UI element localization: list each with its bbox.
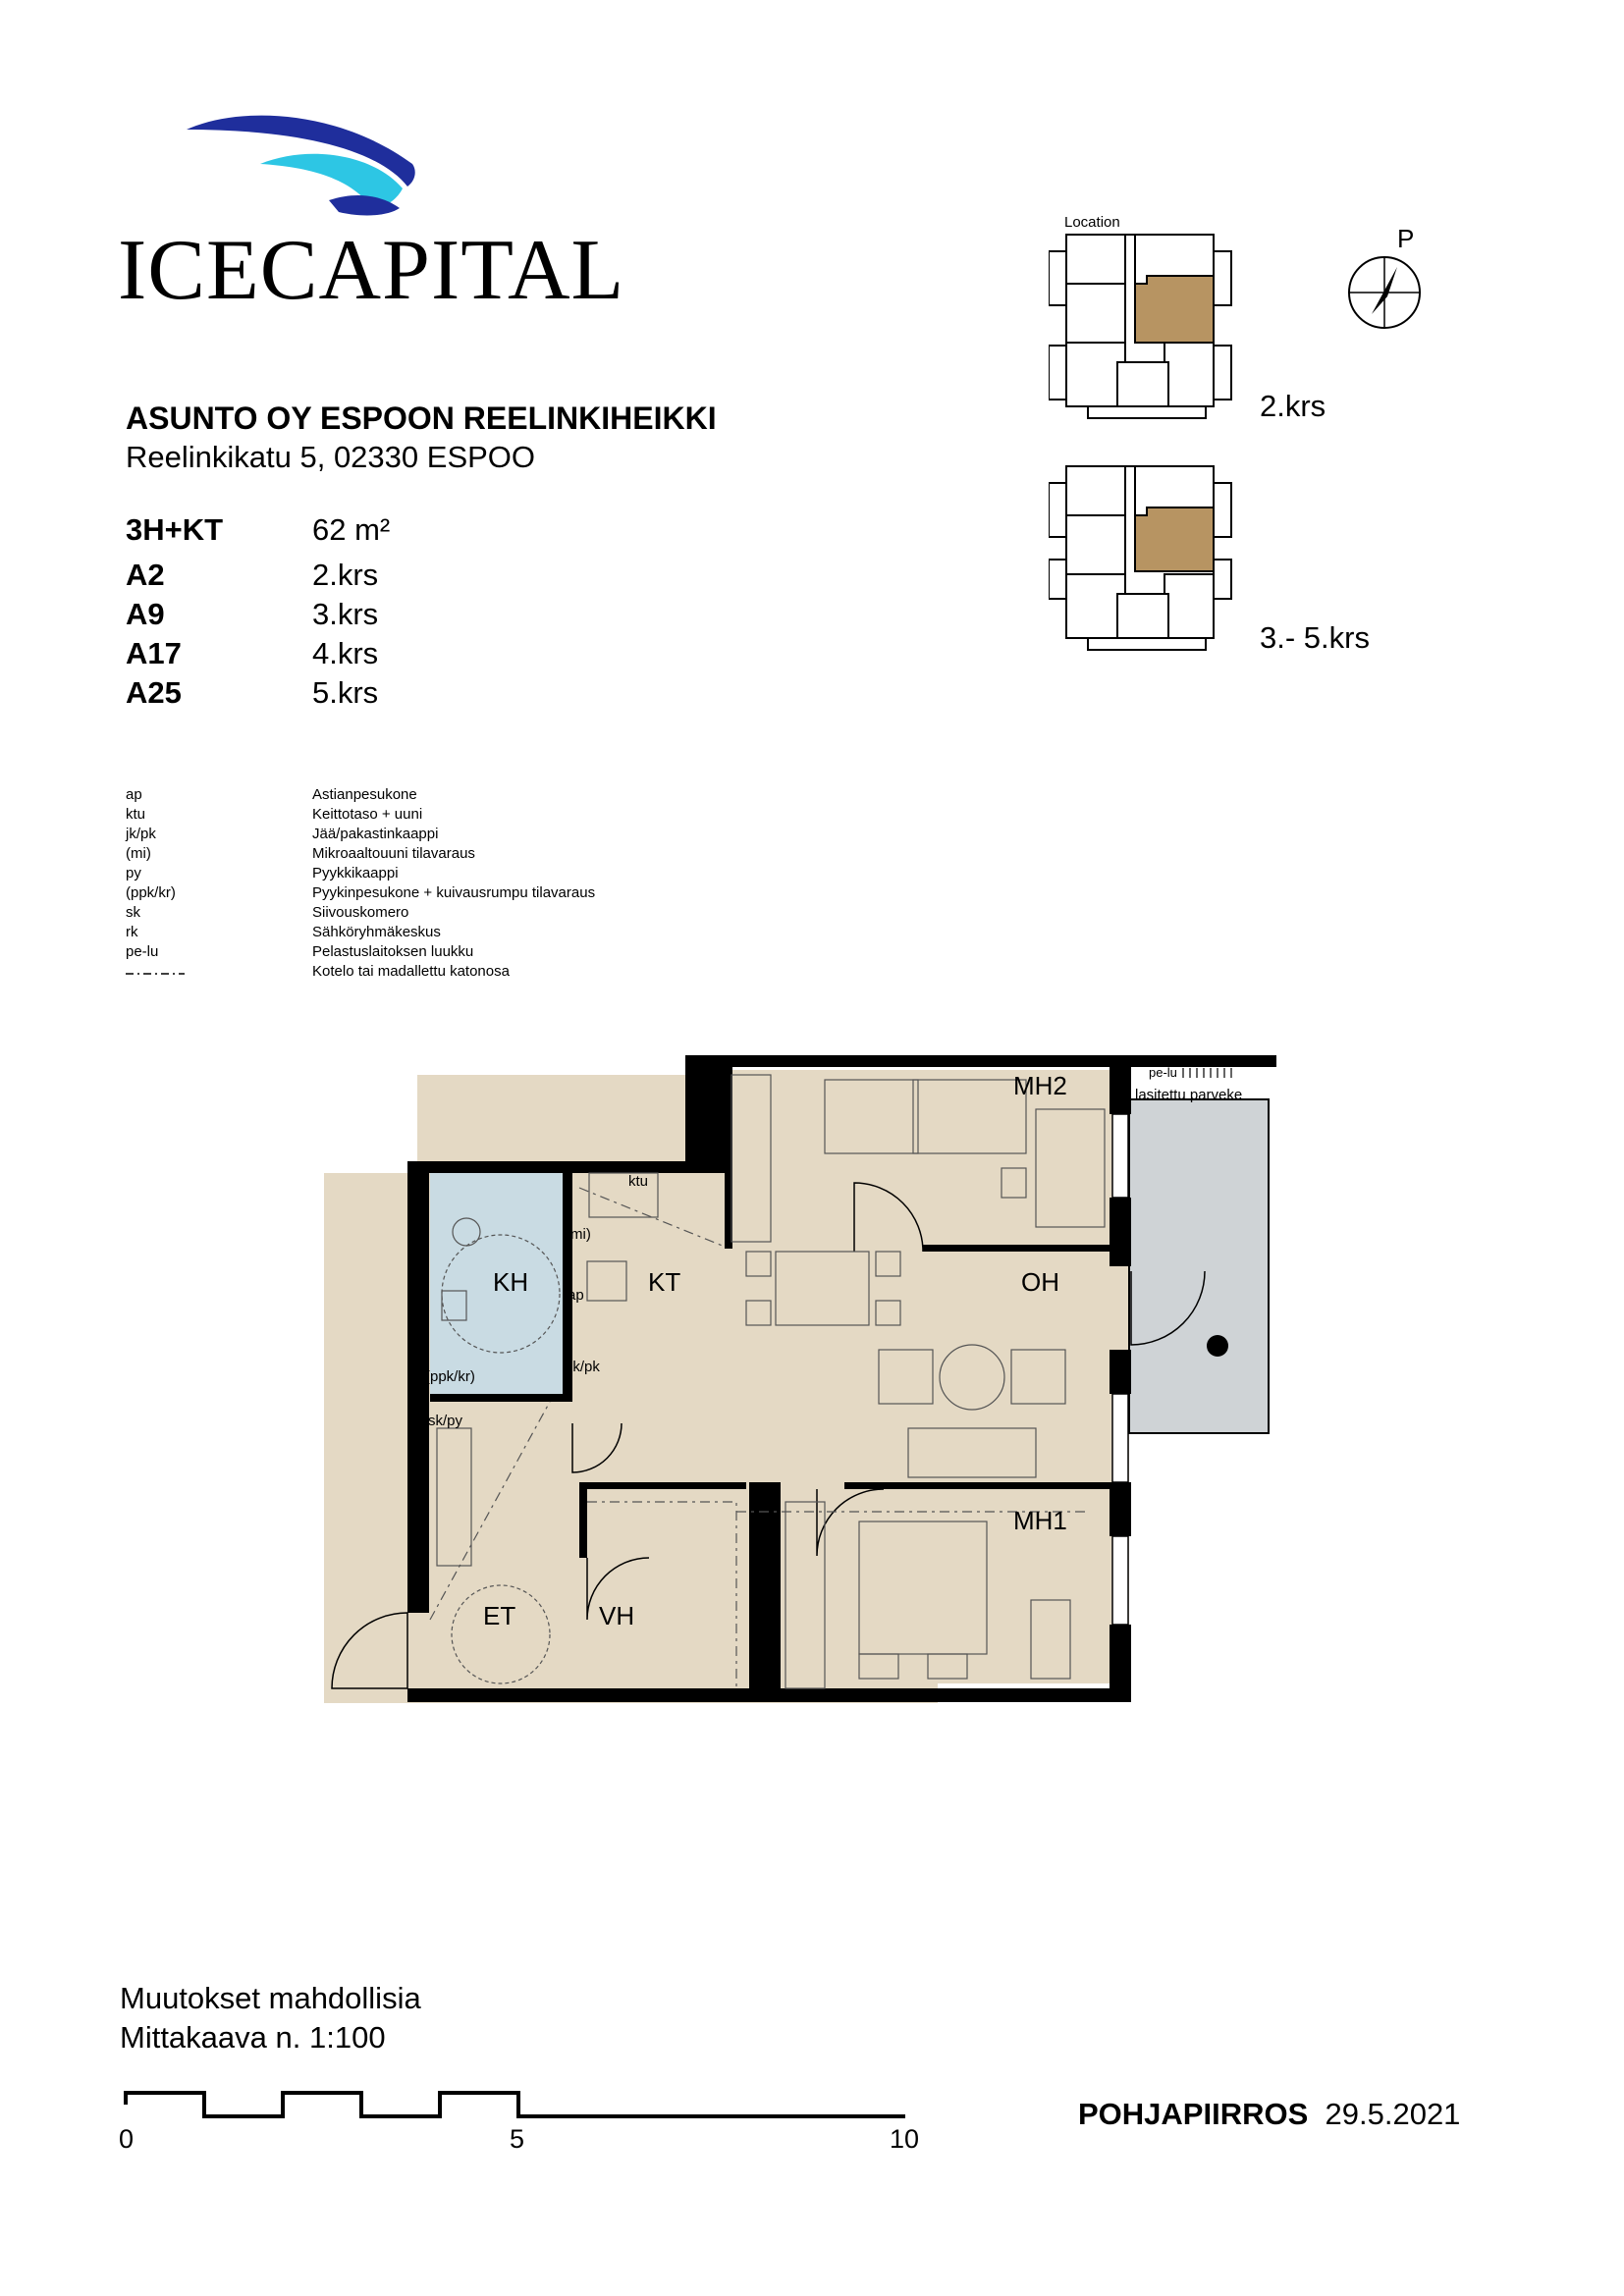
legend-item: (mi) Mikroaaltouuni tilavaraus (126, 845, 475, 862)
room-label-et: ET (483, 1601, 516, 1630)
fixture-mi: (mi) (566, 1226, 591, 1243)
project-address: Reelinkikatu 5, 02330 ESPOO (126, 440, 536, 474)
fixture-ap: ap (568, 1287, 584, 1304)
changes-note: Muutokset mahdollisia (120, 1981, 421, 2015)
swoosh-logo (182, 110, 427, 218)
fixture-jkpk: jk/pk (569, 1359, 600, 1375)
drawing-type: POHJAPIIRROS (1078, 2097, 1309, 2131)
unit-type-row (126, 512, 390, 548)
scale-note: Mittakaava n. 1:100 (120, 2020, 386, 2055)
location-floor-label: 2.krs (1260, 389, 1326, 423)
room-label-vh: VH (599, 1601, 635, 1630)
scale-label-10: 10 (890, 2124, 920, 2154)
brand-name: ICECAPITAL (118, 223, 625, 318)
fixture-skpy: sk/py (428, 1413, 463, 1429)
location-title: Location (1064, 214, 1120, 231)
location-map-floor-3-5 (1049, 461, 1245, 658)
unit-area: 62 m² (312, 512, 391, 547)
legend-item: sk Siivouskomero (126, 904, 409, 921)
room-label-oh: OH (1021, 1267, 1059, 1297)
room-label-kt: KT (648, 1267, 681, 1297)
legend-item: (ppk/kr) Pyykinpesukone + kuivausrumpu tilavaraus (126, 884, 596, 901)
unit-type: 3H+KT (126, 512, 224, 547)
company-name: ASUNTO OY ESPOON REELINKIHEIKKI (126, 400, 717, 436)
scale-label-0: 0 (119, 2124, 135, 2154)
location-map-floor-2 (1049, 230, 1245, 426)
legend-item: ap Astianpesukone (126, 786, 417, 803)
floor-plan (324, 1050, 1306, 1708)
scale-label-5: 5 (510, 2124, 525, 2154)
fixture-pelu: pe-lu (1149, 1065, 1177, 1080)
room-label-mh2: MH2 (1013, 1071, 1067, 1100)
balcony-fill (1129, 1099, 1269, 1433)
balcony-label: lasitettu parveke (1135, 1087, 1243, 1103)
scale-bar (124, 2085, 919, 2124)
apartment-row: A2 2.krs (126, 558, 379, 592)
apartment-row: A9 3.krs (126, 597, 379, 631)
dashed-line-icon (126, 972, 185, 976)
room-label-mh1: MH1 (1013, 1506, 1067, 1535)
compass-icon (1340, 226, 1429, 334)
drawing-date: 29.5.2021 (1325, 2097, 1461, 2131)
fixture-ktu: ktu (628, 1173, 649, 1190)
location-floor-label: 3.- 5.krs (1260, 620, 1370, 655)
legend-item: Kotelo tai madallettu katonosa (126, 962, 510, 982)
fixture-ppkkr: (ppk/kr) (425, 1368, 475, 1385)
legend-item: py Pyykkikaappi (126, 865, 399, 881)
drawing-title-block (1078, 2097, 1460, 2132)
room-label-kh: KH (493, 1267, 529, 1297)
compass-north-label: P (1397, 226, 1415, 253)
apartment-row: A17 4.krs (126, 636, 379, 670)
legend-item: ktu Keittotaso + uuni (126, 806, 423, 823)
apartment-row: A25 5.krs (126, 675, 379, 710)
legend-item: pe-lu Pelastuslaitoksen luukku (126, 943, 474, 960)
legend-item: jk/pk Jää/pakastinkaappi (126, 826, 439, 842)
legend-item: rk Sähköryhmäkeskus (126, 924, 441, 940)
